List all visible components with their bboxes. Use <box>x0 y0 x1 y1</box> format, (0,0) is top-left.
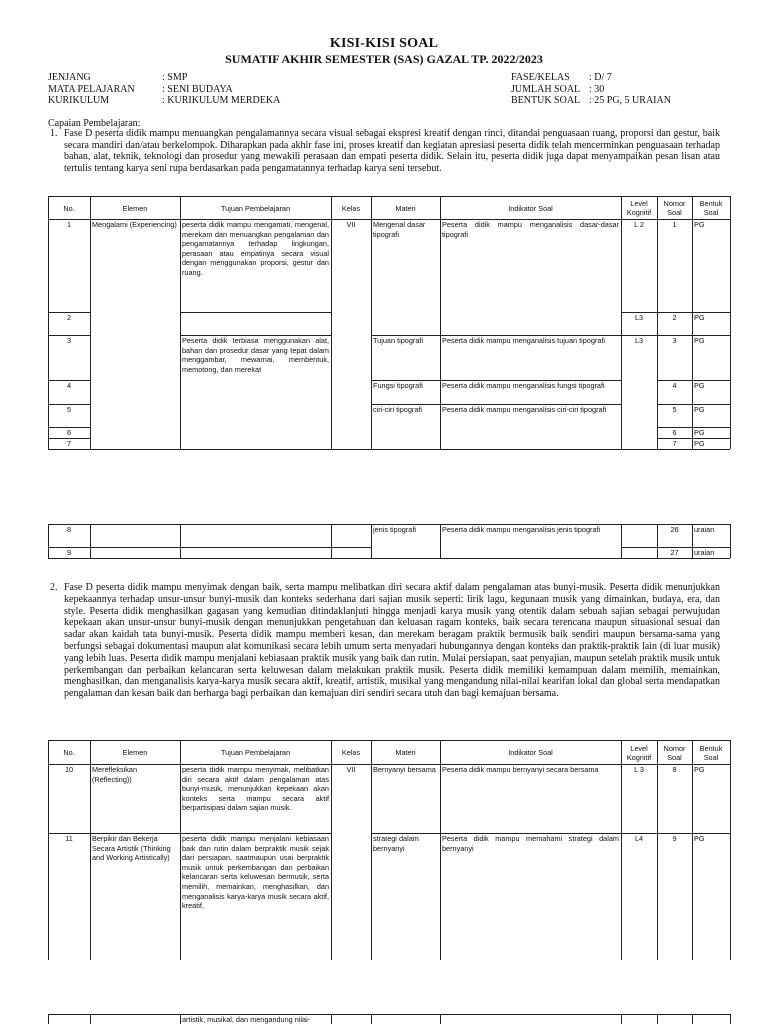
table-col-line <box>621 740 622 960</box>
table-header-indikator: Indikator Soal <box>508 203 553 213</box>
table-col-line <box>180 740 181 960</box>
table-row-line <box>90 547 180 548</box>
table-col-line <box>440 1014 441 1024</box>
table-cell-materi: Tujuan tipografi <box>373 336 424 345</box>
table-row-line <box>180 547 331 548</box>
table-cell-tujuan: peserta didik mampu menyimak, melibatkan diri secara aktif dalam pengalaman atas bunyi-musik, menunjukkan kepekaan akan konteks serta mampu secara aktif berpartisipasi dalam sajian musik. <box>182 765 329 813</box>
table-header-no: No. <box>63 203 75 213</box>
table-cell-materi: strategi dalam bernyanyi <box>373 834 419 853</box>
table-cell-bentuk: PG <box>694 439 705 448</box>
table-cell-no: 1 <box>66 220 72 229</box>
table-header-level: Level Kognitif <box>626 743 652 762</box>
table-col-line <box>180 524 181 558</box>
table-row-line <box>331 524 371 525</box>
table-cell-bentuk: uraian <box>694 525 715 534</box>
table-cell-nomor: 27 <box>670 548 679 557</box>
table-cell-bentuk: PG <box>694 428 705 437</box>
table-cell-bentuk: PG <box>694 220 705 229</box>
info-bentuk-label: BENTUK SOAL <box>511 95 581 106</box>
table-cell-materi: jenis tipografi <box>373 525 416 534</box>
document-subtitle: SUMATIF AKHIR SEMESTER (SAS) GAZAL TP. 2022/2023 <box>225 52 543 66</box>
table-cell-nomor: 6 <box>672 428 677 437</box>
table-cell-indikator: Peserta didik mampu menganalisis dasar-dasar tipografi <box>442 220 619 239</box>
table-cell-nomor: 2 <box>672 313 677 322</box>
table-cell-elemen: Berpikir dan Bekerja Secara Artistik (Thinking and Working Artistically) <box>92 834 171 863</box>
table-col-line <box>371 524 372 558</box>
table-cell-nomor: 9 <box>672 834 677 843</box>
table-cell-materi: Bernyanyi bersama <box>373 765 436 774</box>
table-row-line <box>180 312 331 313</box>
info-fase-label: FASE/KELAS <box>511 72 570 83</box>
table-col-line <box>48 196 49 449</box>
table-cell-nomor: 7 <box>672 439 677 448</box>
table-cell-bentuk: PG <box>694 336 705 345</box>
table-cell-materi: Fungsi tipografi <box>373 381 423 390</box>
table-col-line <box>657 1014 658 1024</box>
table-col-line <box>440 196 441 449</box>
table-cell-no: 4 <box>66 381 72 390</box>
table-col-line <box>621 524 622 558</box>
table-cell-tujuan: artistik, musikal, dan mengandung nilai- <box>182 1015 311 1024</box>
document-title: KISI-KISI SOAL <box>329 36 439 51</box>
table-row-line <box>90 524 180 525</box>
table-cell-level: L 2 <box>634 220 644 229</box>
table-cell-no: 2 <box>66 313 72 322</box>
table-cell-materi: ciri-ciri tipografi <box>373 405 423 414</box>
table-col-line <box>48 524 49 558</box>
table-header-bentuk: Bentuk Soal <box>699 199 723 217</box>
cp1-number: 1. <box>50 128 58 139</box>
table-cell-nomor: 4 <box>672 381 677 390</box>
table-row-line <box>621 524 657 525</box>
table-col-line <box>657 524 658 558</box>
table-header-bentuk: Bentuk Soal <box>699 743 723 762</box>
table-col-line <box>692 196 693 449</box>
table-header-elemen: Elemen <box>122 748 148 757</box>
table-cell-nomor: 1 <box>672 220 677 229</box>
table-col-line <box>371 1014 372 1024</box>
table-row-line <box>48 1014 730 1015</box>
table-col-line <box>180 1014 181 1024</box>
cp1-text: Fase D peserta didik mampu menuangkan pengalamannya secara visual sebagai ekspresi kreatif dengan rinci, ditandai penguasaan ruang, proporsi dan gestur, baik secara mandiri dan/atau berkelompok. Diharapkan pada akhir fase ini, proses kreatif dan kegiatan apresiasi peserta didik telah mencerminkan penguasaan terhadap bahan, alat, teknik, teknologi dan prosedur yang mewakili perasaan dan empati peserta didik. Selain itu, peserta didik juga dapat menyampaikan pesan lisan atau tertulis tentang karya seni rupa berdasarkan pada pengamatannya terhadap karya seni tersebut. <box>64 128 720 174</box>
info-jumlah-value: : 30 <box>589 84 605 95</box>
table-cell-no: 6 <box>66 428 72 437</box>
table-col-line <box>331 524 332 558</box>
table-col-line <box>90 524 91 558</box>
table-header-tujuan: Tujuan Pembelajaran <box>220 748 291 757</box>
table-cell-level: L4 <box>634 834 644 843</box>
table-col-line <box>692 1014 693 1024</box>
table-col-line <box>331 1014 332 1024</box>
capaian-label: Capaian Pembelajaran: <box>48 118 141 129</box>
table-cell-nomor: 26 <box>670 525 679 534</box>
table-header-level: Level Kognitif <box>626 199 652 217</box>
table-cell-bentuk: PG <box>694 381 705 390</box>
table-cell-indikator: Peserta didik mampu menganalisis fungsi tipografi <box>442 381 605 390</box>
table-header-nomor: Nomor Soal <box>663 199 686 217</box>
table-cell-tujuan: Peserta didik terbiasa menggunakan alat, bahan dan prosedur dasar yang tepat dalam menggambar, mewarnai, membentuk, memotong, dan merekat <box>182 336 329 374</box>
table-cell-bentuk: PG <box>694 765 705 774</box>
table-cell-bentuk: PG <box>694 313 705 322</box>
table-header-materi: Materi <box>395 203 416 213</box>
table-cell-nomor: 8 <box>672 765 677 774</box>
table-col-line <box>180 196 181 449</box>
table-col-line <box>371 740 372 960</box>
table-col-line <box>730 740 731 960</box>
table-cell-level: L3 <box>634 313 644 322</box>
cp2-number: 2. <box>50 582 58 593</box>
table-border-bottom <box>48 558 730 559</box>
table-cell-indikator: Peserta didik mampu menganalisis ciri-ciri tipografi <box>442 405 607 414</box>
table-col-line <box>90 740 91 960</box>
table-col-line <box>90 196 91 449</box>
table-col-line <box>730 524 731 558</box>
cp2-text: Fase D peserta didik mampu menyimak dengan baik, serta mampu melibatkan diri secara aktif dalam pengalaman atas bunyi-musik. Peserta didik menunjukkan kepekaannya terhadap unsur-unsur bunyi-musik dan konteks sederhana dari sajian musik seperti: lirik lagu, kegunaan musik yang dimainkan, budaya, era, dan style. Peserta didik menghasilkan gagasan yang kemudian ditindaklanjuti hingga menjadi karya musik yang otentik dalam sebuah sajian sebagai perwujudan kepekaan akan unsur-unsur bunyi-musik dengan menunjukkan pengetahuan dan keluasan ragam konteks, baik secara terencana maupun situasional sesuai dan sadar akan kaidah tata bunyi-musik. Peserta didik mampu memberi kesan, dan merekam beragam praktik bermusik baik sendiri maupun bersama-sama yang berfungsi sebagai dokumentasi maupun alat komunikasi secara lebih umum serta menyadari hubungannya dengan konteks dan praktik-praktik lain (di luar musik) yang lebih luas. Peserta didik mampu menjalani kebiasaan praktik musik yang baik dan rutin. Mulai persiapan, saat penyajian, maupun setelah praktik musik untuk perkembangan dan perbaikan kelancaran serta keluwesan dalam melakukan praktik musik. Peserta didik memiliki kemampuan dalam memilih, memainkan, menghasilkan, dan menganalisis karya-karya musik secara aktif, kreatif, artistik, musikal yang mengandung nilai-nilai kearifan lokal dan global serta mendapatkan pengalaman dan kesan baik dan berharga bagi perbaikan dan kemajuan diri sendiri secara utuh dan bagi kemajuan bersama. <box>64 582 720 700</box>
table-col-line <box>730 1014 731 1024</box>
table-cell-elemen: Merefleksikan (Reflecting)) <box>92 765 138 784</box>
table-cell-no: 5 <box>66 405 72 414</box>
table-cell-indikator: Peserta didik mampu menganalisis jenis tipografi <box>442 525 601 534</box>
table-cell-indikator: Peserta didik mampu memahami strategi dalam bernyanyi <box>442 834 619 853</box>
table-header-no: No. <box>63 748 75 757</box>
table-col-line <box>730 196 731 449</box>
table-cell-bentuk: PG <box>694 834 705 843</box>
table-cell-no: 9 <box>66 548 72 557</box>
info-jenjang-value: : SMP <box>162 72 188 83</box>
table-cell-level: L 3 <box>634 765 644 774</box>
info-mapel-label: MATA PELAJARAN <box>48 84 135 95</box>
table-cell-no: 11 <box>65 834 73 843</box>
table-col-line <box>440 524 441 558</box>
table-cell-no: 7 <box>66 439 72 448</box>
info-kurikulum-label: KURIKULUM <box>48 95 110 106</box>
table-col-line <box>692 524 693 558</box>
table-cell-kelas: VII <box>346 765 356 774</box>
table-col-line <box>657 196 658 449</box>
table-header-elemen: Elemen <box>122 203 148 213</box>
table-cell-indikator: Peserta didik mampu bernyanyi secara bersama <box>442 765 599 774</box>
table-col-line <box>621 1014 622 1024</box>
table-col-line <box>48 740 49 960</box>
table-col-line <box>440 740 441 960</box>
table-cell-kelas: VII <box>346 220 356 229</box>
table-col-line <box>657 740 658 960</box>
table-cell-elemen: Mengalami (Experiencing) <box>92 220 177 229</box>
info-jumlah-label: JUMLAH SOAL <box>511 84 581 95</box>
table-cell-nomor: 5 <box>672 405 677 414</box>
info-bentuk-value: : 25 PG, 5 URAIAN <box>589 95 671 106</box>
table-header-materi: Materi <box>395 748 416 757</box>
table-cell-bentuk: uraian <box>694 548 715 557</box>
table-cell-tujuan: peserta didik mampu mengamati, mengenal, merekam dan menuangkan pengalaman dan pengamatannya terhadap lingkungan, perasaan atau empatinya secara visual dengan menggunakan proporsi, gestur dan ruang. <box>182 220 329 277</box>
table-col-line <box>621 196 622 449</box>
table-col-line <box>90 1014 91 1024</box>
table-cell-level: L3 <box>634 336 644 345</box>
table-cell-no: 10 <box>64 765 74 774</box>
table-header-tujuan: Tujuan Pembelajaran <box>220 203 291 213</box>
info-jenjang-label: JENJANG <box>48 72 91 83</box>
table-cell-no: 3 <box>66 336 72 345</box>
info-fase-value: : D/ 7 <box>589 72 612 83</box>
table-header-indikator: Indikator Soal <box>508 748 553 757</box>
table-header-nomor: Nomor Soal <box>663 743 686 762</box>
table-cell-nomor: 3 <box>672 336 677 345</box>
table-cell-materi: Mengenal dasar tipografi <box>373 220 426 239</box>
table-row-line <box>331 547 371 548</box>
table-col-line <box>331 740 332 960</box>
table-cell-indikator: Peserta didik mampu menganalisis tujuan tipografi <box>442 336 606 345</box>
table-cell-no: 8 <box>66 525 72 534</box>
table-row-line <box>180 524 331 525</box>
table-cell-tujuan: peserta didik mampu menjalani kebiasaan baik dan rutin dalam berpraktik musik sejak dari persiapan, saatmaupun usai berpraktik musik untuk perkembangan dan perbaikan kelancaran serta keluwesan bermusik, serta memilih, memainkan, menghasilkan, dan menganalisis karya-karya musik secara aktif, kreatif, <box>182 834 329 911</box>
table-row-line <box>621 547 657 548</box>
table-header-kelas: Kelas <box>341 748 361 757</box>
table-col-line <box>48 1014 49 1024</box>
table-border-bottom <box>48 449 730 450</box>
table-col-line <box>371 196 372 449</box>
info-kurikulum-value: : KURIKULUM MERDEKA <box>162 95 281 106</box>
table-cell-bentuk: PG <box>694 405 705 414</box>
table-col-line <box>692 740 693 960</box>
table-header-kelas: Kelas <box>341 203 361 213</box>
table-col-line <box>331 196 332 449</box>
info-mapel-value: : SENI BUDAYA <box>162 84 233 95</box>
